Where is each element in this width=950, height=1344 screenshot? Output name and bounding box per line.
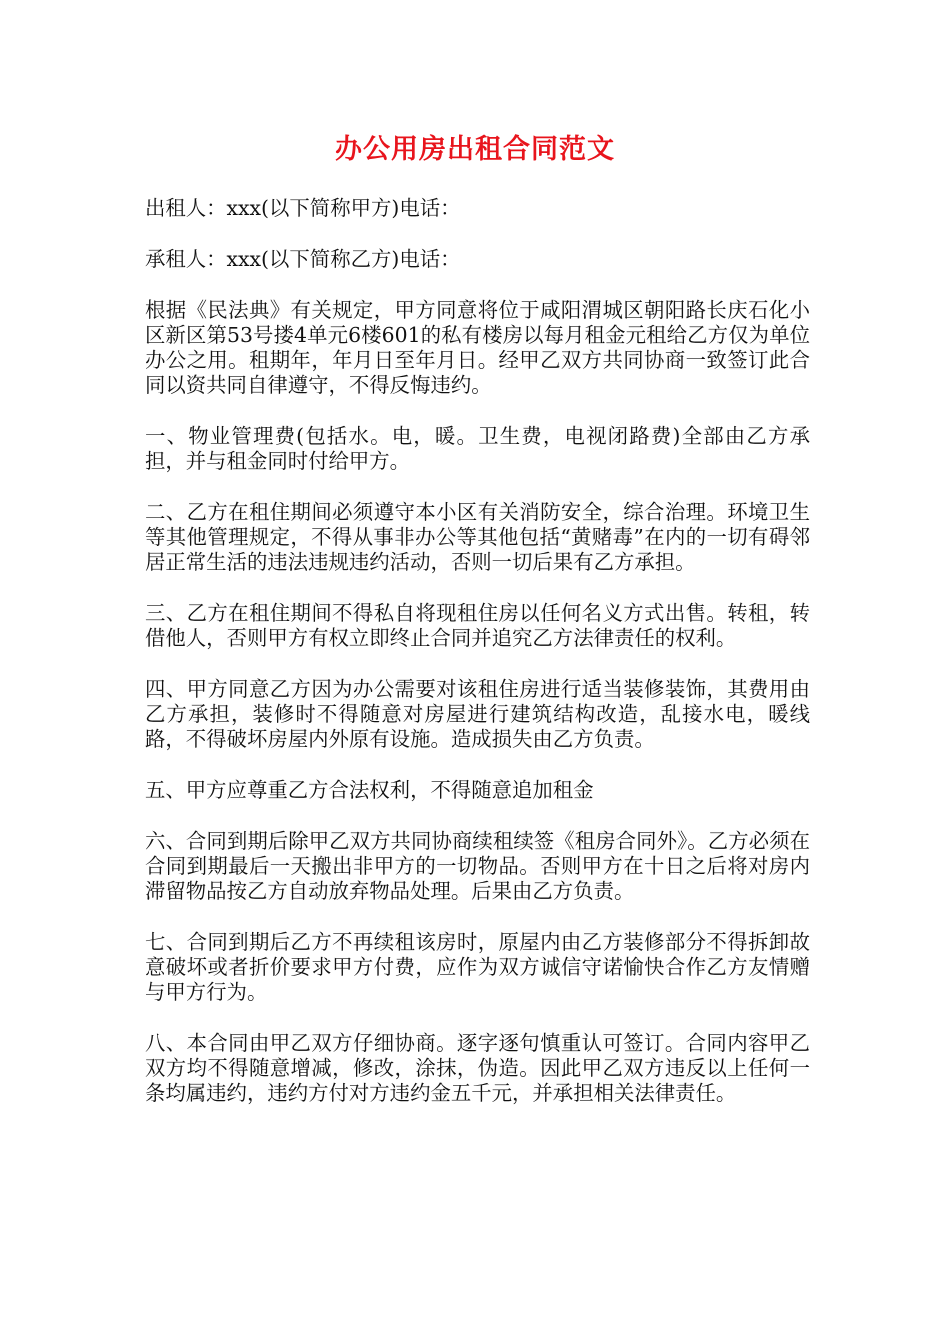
clause-5: 五、甲方应尊重乙方合法权利，不得随意追加租金 (145, 778, 594, 802)
clause-7: 七、合同到期后乙方不再续租该房时，原屋内由乙方装修部分不得拆卸故意破坏或者折价要求甲方付费，应作为双方诚信守诺愉快合作乙方友情赠与甲方行为。 (145, 930, 810, 1004)
clause-8: 八、本合同由甲乙双方仔细协商。逐字逐句慎重认可签订。合同内容甲乙双方均不得随意增减，修改，涂抹，伪造。因此甲乙双方违反以上任何一条均属违约，违约方付对方违约金五千元，并承担相关法律责任。 (145, 1031, 810, 1105)
document-title: 办公用房出租合同范文 (335, 134, 615, 165)
clause-4: 四、甲方同意乙方因为办公需要对该租住房进行适当装修装饰，其费用由乙方承担，装修时不得随意对房屋进行建筑结构改造，乱接水电，暖线路，不得破坏房屋内外原有设施。造成损失由乙方负责。 (145, 677, 810, 751)
clause-6: 六、合同到期后除甲乙双方共同协商续租续签《租房合同外》。乙方必须在合同到期最后一天搬出非甲方的一切物品。否则甲方在十日之后将对房内滞留物品按乙方自动放弃物品处理。后果由乙方负责。 (145, 829, 810, 903)
lessor-line: 出租人：xxx(以下简称甲方)电话： (145, 196, 461, 220)
clause-1: 一、物业管理费(包括水。电，暖。卫生费，电视闭路费)全部由乙方承担，并与租金同时付给甲方。 (145, 424, 810, 473)
lessee-line: 承租人：xxx(以下简称乙方)电话： (145, 247, 461, 271)
preamble-paragraph: 根据《民法典》有关规定，甲方同意将位于咸阳渭城区朝阳路长庆石化小区新区第53号搂4单元6楼601的私有楼房以每月租金元租给乙方仅为单位办公之用。租期年，年月日至年月日。经甲乙双方共同协商一致签订此合同以资共同自律遵守，不得反悔违约。 (145, 298, 810, 397)
document-body (145, 196, 810, 1132)
clause-2: 二、乙方在租住期间必须遵守本小区有关消防安全，综合治理。环境卫生等其他管理规定，不得从事非办公等其他包括“黄赌毒”在内的一切有碍邻居正常生活的违法违规违约活动，否则一切后果有乙方承担。 (145, 500, 810, 574)
clause-3: 三、乙方在租住期间不得私自将现租住房以任何名义方式出售。转租，转借他人，否则甲方有权立即终止合同并追究乙方法律责任的权利。 (145, 601, 810, 650)
